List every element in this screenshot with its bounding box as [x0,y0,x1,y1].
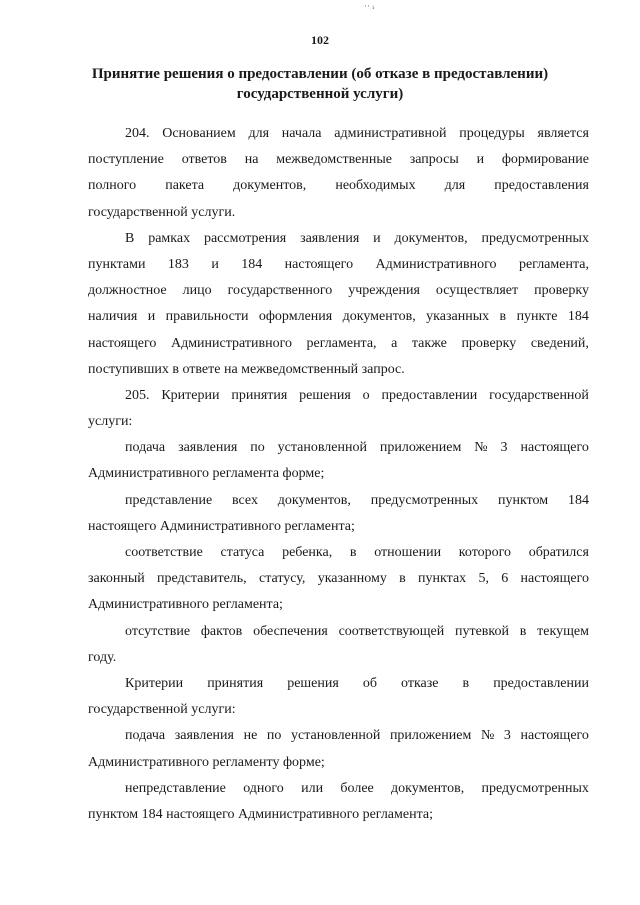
text-line [88,435,589,461]
word: Административного [375,256,497,272]
word: проверку [461,335,517,351]
text-line [88,173,589,199]
word: и [373,230,381,246]
word: принятия [231,387,288,403]
word: правильности [165,309,249,325]
text-line: Административного регламента; [88,597,283,613]
word: решения [287,675,339,691]
word: процедуры [459,126,525,141]
word: поступление [88,152,164,168]
word: 184 [241,256,263,272]
word: 184 [567,492,589,508]
text-line [88,566,589,592]
word: а [391,335,398,351]
word: настоящего [88,335,157,351]
paragraph [88,435,589,487]
word: рамках [148,230,191,246]
text-line [88,304,589,330]
word: по [250,440,265,456]
word: установленной [277,440,367,456]
word: осуществляет [435,283,519,299]
word: является [537,126,589,141]
word: № [480,728,495,744]
word: законный [88,571,145,587]
word: Административного [170,335,292,351]
paragraph [88,540,589,619]
word: 3 [500,440,508,456]
paragraph [88,776,589,828]
word: запросы [409,152,459,168]
document-body [88,121,589,828]
word: 205. [125,387,150,403]
word: представитель, [157,571,247,587]
word: документов, [391,780,465,796]
word: пунктами [88,256,146,272]
word: указанных [426,309,490,325]
word: настоящего [520,571,589,587]
word: о [362,387,370,403]
word: начала [281,126,322,141]
word: текущем [537,623,589,639]
text-line [88,723,589,749]
word: на [244,152,259,168]
word: в [519,623,527,639]
word: непредставление [125,780,226,796]
word: соответствующей [338,623,445,639]
word: учреждения [348,283,420,299]
word: государственной [489,387,589,403]
text-line: Административного регламенту форме; [88,754,325,770]
word: статуса [220,545,265,560]
word: подача [125,440,166,456]
word: обеспечения [253,623,328,639]
word: предусмотренных [481,780,589,796]
word: пунктом [497,492,549,508]
text-line [88,671,589,697]
word: также [411,335,447,351]
word: административной [334,126,447,141]
word: настоящего [284,256,354,272]
word: предусмотренных [481,230,589,246]
paragraph [88,121,589,226]
word: в [499,309,507,325]
word: 5, [478,571,489,587]
word: наличия [88,309,138,325]
word: заявления [174,728,234,744]
section-title [60,64,580,104]
word: регламента, [306,335,377,351]
word: которого [458,545,512,560]
word: в [349,545,357,560]
word: Критерии [125,675,184,691]
word: полного [88,178,137,194]
word: принятия [207,675,264,691]
word: лицо [182,283,212,299]
word: В [125,230,135,246]
word: или [301,780,324,796]
word: и [211,256,219,272]
word: рассмотрения [203,230,287,246]
word: соответствие [125,545,203,560]
word: межведомственные [276,152,392,168]
text-line [88,331,589,357]
word: об [362,675,377,691]
word: по [266,728,282,744]
word: 183 [167,256,189,272]
text-line [88,147,589,173]
text-line: услуги: [88,414,133,430]
word: настоящего [520,728,589,744]
word: проверку [534,283,589,299]
text-line: пунктом 184 настоящего Административного регламента; [88,806,433,822]
word: пункте [516,309,558,325]
page-number: 102 [311,33,329,47]
word: № [474,440,488,456]
text-line [88,121,589,147]
section-title-line-1: Принятие решения о предоставлении (об отказе в предоставлении) [91,66,549,82]
paragraph [88,488,589,540]
word: всех [232,492,258,508]
word: и [147,309,156,325]
word: необходимых [335,178,416,194]
word: и [476,152,485,168]
word: 204. [125,126,150,141]
word: ребенка, [282,545,333,560]
text-line [88,252,589,278]
word: подача [125,728,166,744]
word: заявления [300,230,360,246]
word: документов, [342,309,416,325]
word: настоящего [520,440,589,456]
word: 184 [567,309,589,325]
word: приложением [379,440,462,456]
text-line: поступивших в ответе на межведомственный запрос. [88,361,405,377]
text-line [88,619,589,645]
paragraph [88,619,589,671]
text-line: государственной услуги. [88,204,236,220]
text-line: Административного регламента форме; [88,466,325,482]
word: путевкой [454,623,509,639]
text-line [88,488,589,514]
text-line: настоящего Административного регламента; [88,518,355,534]
word: регламента, [518,256,589,272]
word: документов, [277,492,351,508]
word: ответов [181,152,227,168]
word: Критерии [161,387,220,403]
word: не [243,728,258,744]
word: формирование [501,152,589,168]
word: решения [299,387,351,403]
word: статусу, [258,571,306,587]
word: должностное [88,283,167,299]
word: предоставления [494,178,589,194]
word: представление [125,492,213,508]
paragraph [88,723,589,775]
text-line [88,540,589,566]
word: сведений, [530,335,589,351]
word: в [399,571,406,587]
paragraph [88,383,589,435]
paragraph [88,226,589,383]
paragraph [88,671,589,723]
text-line [88,776,589,802]
word: обратился [528,545,589,560]
word: оформления [258,309,333,325]
word: отношении [374,545,442,560]
text-line [88,226,589,252]
word: фактов [200,623,243,639]
word: в [462,675,470,691]
word: отказе [401,675,439,691]
section-title-line-2: государственной услуги) [236,86,404,102]
text-line [88,278,589,304]
word: приложением [389,728,472,744]
word: документов, [394,230,468,246]
scan-mark: ˙˙ ⁱ [364,4,375,14]
word: установленной [291,728,381,744]
word: 6 [501,571,509,587]
text-line: году. [88,649,117,665]
word: государственного [227,283,333,299]
word: пакета [165,178,205,194]
word: отсутствие [125,623,191,639]
text-line [88,383,589,409]
word: более [340,780,374,796]
word: 3 [503,728,511,744]
text-line: государственной услуги: [88,702,236,718]
word: предусмотренных [370,492,479,508]
word: предоставлении [493,675,589,691]
word: для [444,178,466,194]
word: заявления [178,440,238,456]
word: для [248,126,270,141]
word: пунктах [418,571,467,587]
word: документов, [233,178,307,194]
word: Основанием [162,126,236,141]
word: предоставлении [381,387,478,403]
word: указанному [317,571,387,587]
word: одного [243,780,284,796]
